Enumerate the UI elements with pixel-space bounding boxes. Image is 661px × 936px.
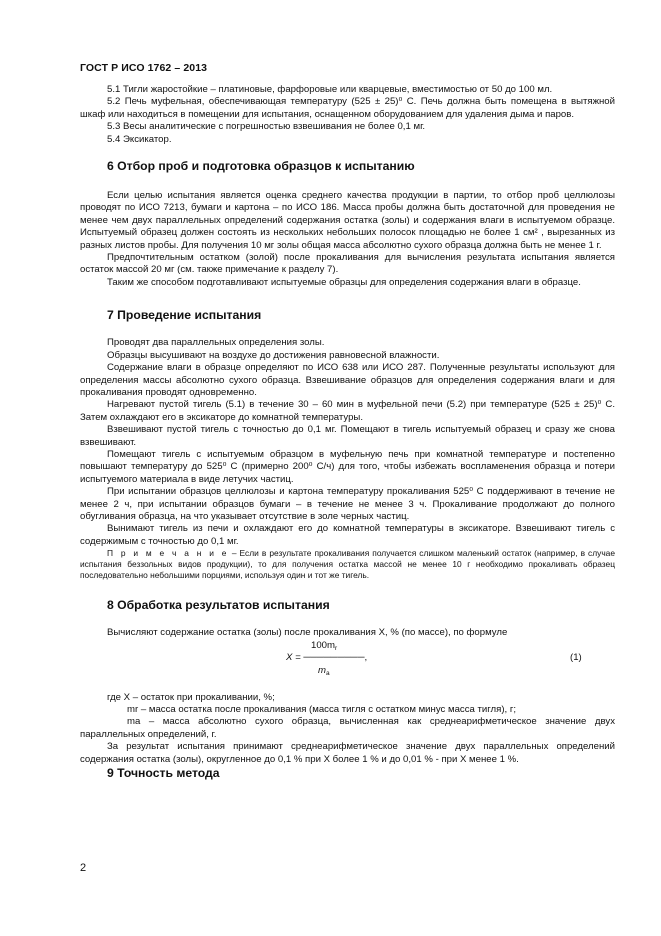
document-body	[80, 84, 615, 781]
section-9-heading: 9 Точность метода	[107, 766, 220, 781]
section-7-paragraph: Вынимают тигель из печи и охлаждают его до комнатной температуры в эксикаторе. Взвешивают тигель с содержимым с точностью до 0,1 мг.	[80, 523, 615, 547]
section-7-paragraph: При испытании образцов целлюлозы и картона температуру прокаливания 525⁰ C поддерживают в течение не менее 2 ч, при испытании образцов бумаги – в течение не менее 3 ч. Прокаливание продолжают до полного обугливания образца, на что указывает отсутствие в золе черных частиц.	[80, 486, 615, 522]
section-7-paragraph: Взвешивают пустой тигель с точностью до 0,1 мг. Помещают в тигель испытуемый образец и сразу же снова взвешивают.	[80, 424, 615, 448]
formula-denominator: $m_a$	[318, 664, 330, 677]
section-7-note	[80, 548, 615, 581]
section-6-heading: 6 Отбор проб и подготовка образцов к испытанию	[107, 159, 415, 174]
equipment-list	[80, 84, 615, 146]
definition-ma: ma – масса абсолютно сухого образца, вычисленная как среднеарифметическое значение двух параллельных определений, г.	[80, 716, 615, 740]
list-item: 5.2 Печь муфельная, обеспечивающая температуру (525 ± 25)⁰ C. Печь должна быть помещена в вытяжной шкаф или находиться в помещении для испытания, оснащенном оборудованием для удаления дыма и паров.	[80, 96, 615, 120]
page-number: 2	[80, 862, 87, 874]
section-8-heading: 8 Обработка результатов испытания	[107, 598, 330, 613]
note-text: – Если в результате прокаливания получается слишком маленький остаток (например, в случае испытания беззольных видов продукции), то для получения остатка массой не менее 10 г необходимо прокаливать образец последовательно небольшими порциями, используя один и тот же тигель.	[80, 548, 616, 581]
list-item: 5.1 Тигли жаростойкие – платиновые, фарфоровые или кварцевые, вместимостью от 50 до 100 мл.	[107, 84, 553, 95]
list-item: 5.4 Эксикатор.	[107, 133, 172, 145]
result-paragraph: За результат испытания принимают среднеарифметическое значение двух параллельных определений содержания остатка (золы), округленное до 0,1 % при X более 1 % и до 0,01 % - при X менее 1 %.	[80, 741, 615, 765]
section-6-paragraph: Если целью испытания является оценка среднего качества продукции в партии, то отбор проб целлюлозы проводят по ИСО 7213, бумаги и картона – по ИСО 186. Масса пробы должна быть достаточной для проведения не менее чем двух параллельных определений содержания остатка (золы) и содержания влаги в испытуемом образце. Испытуемый образец должен состоять из нескольких небольших полосок площадью не более 1 см² , вырезанных из разных листов пробы. Для получения 10 мг золы общая масса абсолютно сухого образца должна быть не менее 1 г.	[80, 190, 615, 251]
section-7-paragraph: Помещают тигель с испытуемым образцом в муфельную печь при комнатной температуре и постепенно повышают температуру до 525⁰ C (примерно 200⁰ C/ч) для того, чтобы избежать воспламенения образца и потери испытуемого материала в виде летучих частиц.	[80, 448, 615, 485]
fraction-line: ─────────,	[303, 651, 368, 663]
formula-1	[80, 640, 615, 684]
section-7-heading: 7 Проведение испытания	[107, 308, 262, 323]
section-7-paragraph: Образцы высушивают на воздухе до достижения равновесной влажности.	[107, 349, 440, 361]
formula-intro: Вычисляют содержание остатка (золы) после прокаливания X, % (по массе), по формуле	[107, 627, 508, 639]
definition-x: где X – остаток при прокаливании, %;	[107, 691, 275, 703]
section-6-paragraph: Предпочтительным остатком (золой) после прокаливания для вычисления результата испытания является остаток массой 20 мг (см. также примечание к разделу 7).	[80, 252, 615, 276]
section-7-paragraph: Содержание влаги в образце определяют по ИСО 638 или ИСО 287. Полученные результаты используют для определения массы абсолютно сухого образца. Взвешивание образцов для определения содержания влаги и для прокаливания проводят одновременно.	[80, 362, 615, 398]
section-7-paragraph: Проводят два параллельных определения золы.	[107, 337, 325, 349]
list-item: 5.3 Весы аналитические с погрешностью взвешивания не более 0,1 мг.	[107, 121, 426, 133]
section-7-paragraph: Нагревают пустой тигель (5.1) в течение 30 – 60 мин в муфельной печи (5.2) при температуре (525 ± 25)⁰ C. Затем охлаждают его в эксикаторе до комнатной температуры.	[80, 399, 615, 423]
document-header: ГОСТ Р ИСО 1762 – 2013	[80, 62, 208, 74]
section-6-paragraph: Таким же способом подготавливают испытуемые образцы для определения содержания влаги в образце.	[107, 276, 581, 288]
formula-numerator: $100m_r$	[311, 639, 338, 652]
note-label: П р и м е ч а н и е	[107, 548, 229, 559]
definition-mr: mr – масса остатка после прокаливания (масса тигля с остатком минус масса тигля), г;	[127, 704, 517, 715]
formula-number: (1)	[570, 651, 582, 663]
formula-lhs: X = ─────────,	[286, 651, 368, 663]
